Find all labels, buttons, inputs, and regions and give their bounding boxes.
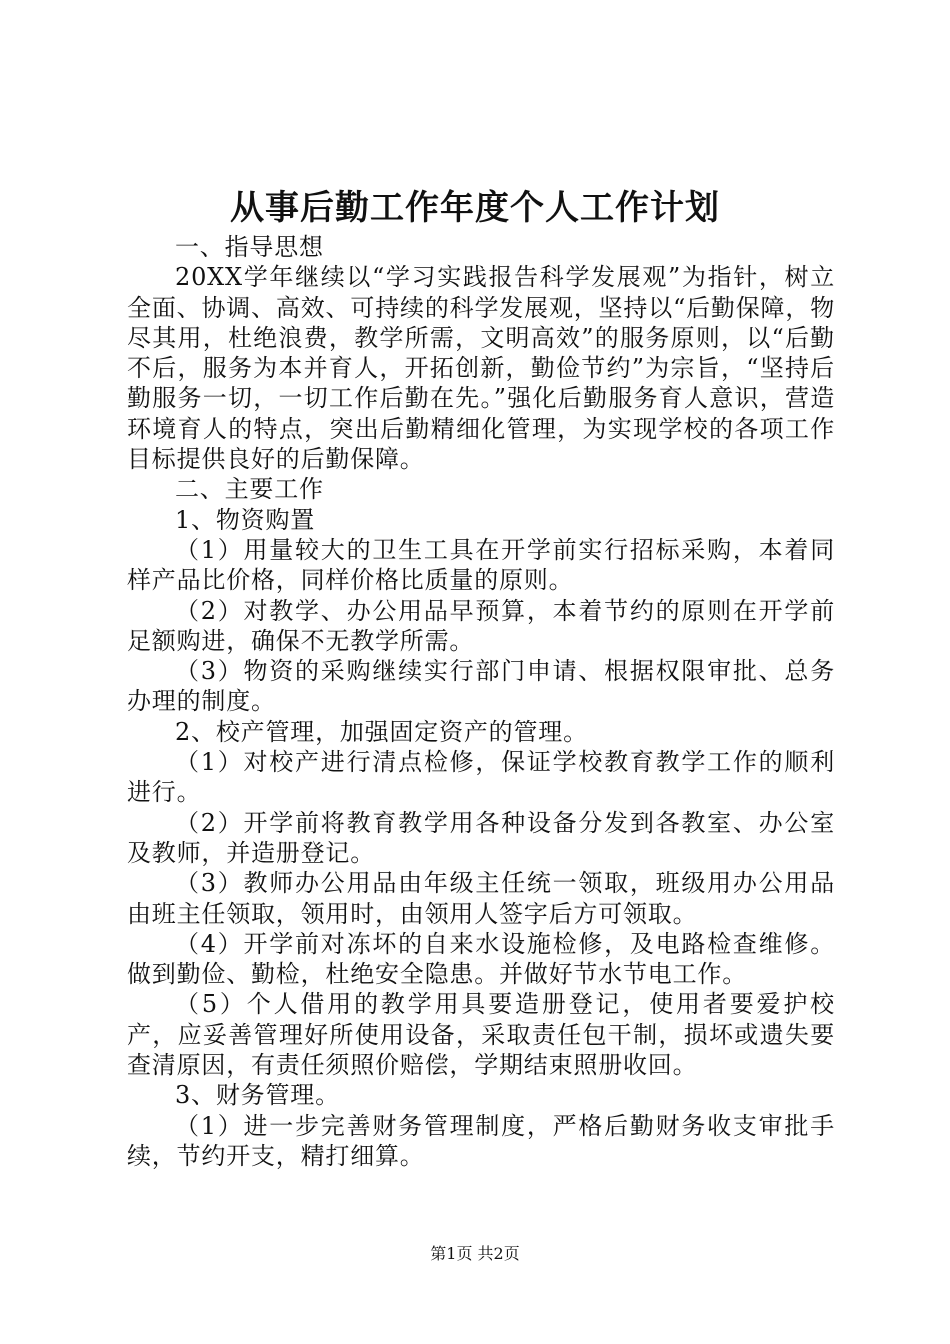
paragraph-item: （5）个人借用的教学用具要造册登记，使用者要爱护校产，应妥善管理好所使用设备，采取责任包干制，损坏或遗失要查清原因，有责任须照价赔偿，学期结束照册收回。 [127,990,835,1080]
paragraph-item: （1）用量较大的卫生工具在开学前实行招标采购，本着同样产品比价格，同样价格比质量的原则。 [127,535,835,595]
paragraph-item: （1）进一步完善财务管理制度，严格后勤财务收支审批手续，节约开支，精打细算。 [127,1111,835,1170]
section-heading-guiding-ideology: 一、指导思想 [175,233,324,261]
paragraph-item: （4）开学前对冻坏的自来水设施检修，及电路检查维修。做到勤俭、勤检，杜绝安全隐患。并做好节水节电工作。 [127,929,835,989]
paragraph-item: （2）开学前将教育教学用各种设备分发到各教室、办公室及教师，并造册登记。 [127,808,835,867]
paragraph-guiding-ideology: 20XX学年继续以“学习实践报告科学发展观”为指针，树立全面、协调、高效、可持续的科学发展观，坚持以“后勤保障，物尽其用，杜绝浪费，教学所需，文明高效”的服务原则，以“后勤不后，服务为本并育人，开拓创新，勤俭节约”为宗旨，“坚持后勤服务一切，一切工作后勤在先。”强化后勤服务育人意识，营造环境育人的特点，突出后勤精细化管理，为实现学校的各项工作目标提供良好的后勤保障。 [127,263,835,474]
subheading-financial-management: 3、财务管理。 [175,1081,340,1110]
section-heading-main-work: 二、主要工作 [175,475,324,504]
document-body [127,232,835,1171]
subheading-material-purchase: 1、物资购置 [175,505,316,534]
paragraph-item: （3）教师办公用品由年级主任统一领取，班级用办公用品由班主任领取，领用时，由领用人签字后方可领取。 [127,869,835,928]
paragraph-item: （1）对校产进行清点检修，保证学校教育教学工作的顺利进行。 [127,748,835,807]
paragraph-item: （3）物资的采购继续实行部门申请、根据权限审批、总务办理的制度。 [127,657,835,716]
document-title: 从事后勤工作年度个人工作计划 [230,188,720,228]
page-number-footer: 第1页 共2页 [430,1244,520,1263]
subheading-asset-management: 2、校产管理，加强固定资产的管理。 [175,717,588,746]
paragraph-item: （2）对教学、办公用品早预算，本着节约的原则在开学前足额购进，确保不无教学所需。 [127,596,835,655]
